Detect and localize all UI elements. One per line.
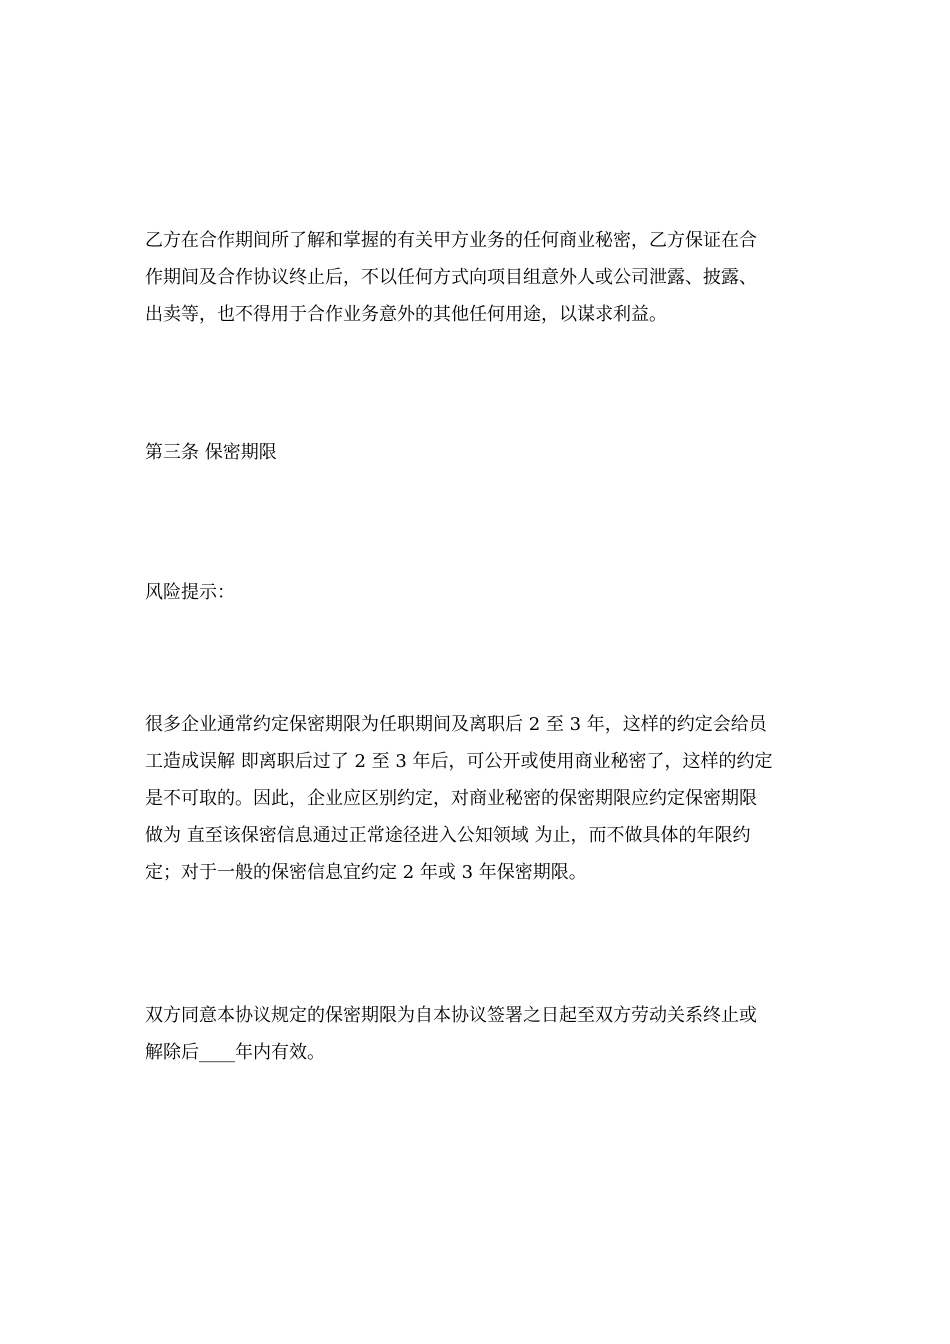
text-line: 解除后____年内有效。 xyxy=(145,1042,325,1063)
heading-text: 第三条 保密期限 xyxy=(145,442,277,463)
paragraph-confidentiality-obligation xyxy=(145,222,815,333)
text-line: 很多企业通常约定保密期限为任职期间及离职后 2 至 3 年，这样的约定会给员 xyxy=(145,714,767,735)
text-line: 工造成误解 即离职后过了 2 至 3 年后，可公开或使用商业秘密了，这样的约定 xyxy=(145,751,773,772)
text-line: 定；对于一般的保密信息宜约定 2 年或 3 年保密期限。 xyxy=(145,862,587,883)
paragraph-risk-explanation xyxy=(145,706,815,891)
text-line: 双方同意本协议规定的保密期限为自本协议签署之日起至双方劳动关系终止或 xyxy=(145,1005,757,1026)
risk-label-text: 风险提示： xyxy=(145,582,235,603)
text-line: 乙方在合作期间所了解和掌握的有关甲方业务的任何商业秘密，乙方保证在合 xyxy=(145,230,757,251)
text-line: 出卖等，也不得用于合作业务意外的其他任何用途，以谋求利益。 xyxy=(145,304,667,325)
text-line: 作期间及合作协议终止后，不以任何方式向项目组意外人或公司泄露、披露、 xyxy=(145,267,757,288)
risk-notice-label xyxy=(145,574,815,611)
section-heading xyxy=(145,434,815,471)
text-line: 是不可取的。因此，企业应区别约定，对商业秘密的保密期限应约定保密期限 xyxy=(145,788,757,809)
paragraph-confidentiality-term xyxy=(145,997,815,1071)
text-line: 做为 直至该保密信息通过正常途径进入公知领域 为止，而不做具体的年限约 xyxy=(145,825,751,846)
